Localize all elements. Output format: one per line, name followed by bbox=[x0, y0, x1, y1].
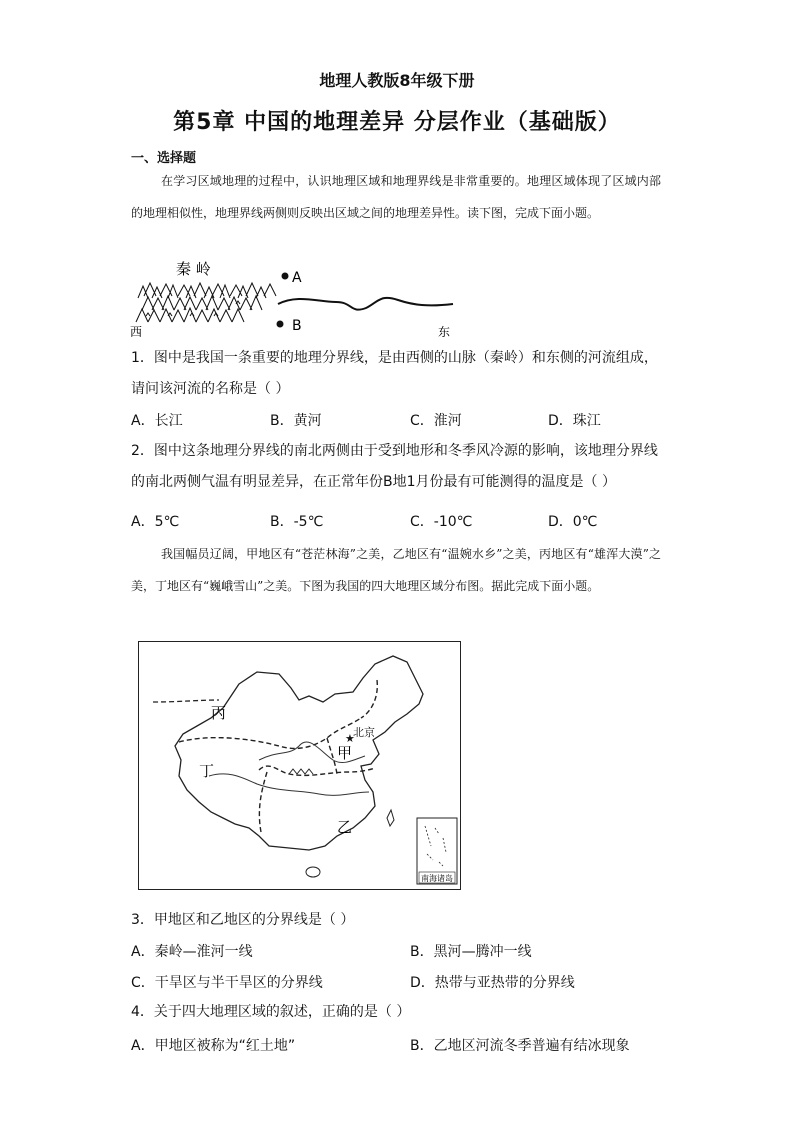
china-regions-map bbox=[138, 641, 461, 890]
region-label-jia: 甲 bbox=[337, 744, 353, 762]
intro-paragraph-2: 我国幅员辽阔，甲地区有“苍茫林海”之美，乙地区有“温婉水乡”之美，丙地区有“雄浑大漠”之美，丁地区有“巍峨雪山”之美。下图为我国的四大地理区域分布图。据此完成下面小题。 bbox=[131, 547, 661, 593]
q4-option-b[interactable]: B．乙地区河流冬季普遍有结冰现象 bbox=[410, 1038, 630, 1054]
qinling-figure bbox=[128, 252, 468, 340]
boundary-qinghai-tibet bbox=[259, 772, 267, 832]
question-1-stem-line2: 请问该河流的名称是（ ） bbox=[131, 381, 290, 397]
inset-caption: 南海诸岛 bbox=[421, 874, 453, 883]
question-3-stem: 3．甲地区和乙地区的分界线是（ ） bbox=[131, 912, 355, 928]
question-2 bbox=[131, 436, 671, 498]
hainan-island bbox=[306, 867, 320, 877]
east-label: 东 bbox=[438, 325, 451, 339]
boundary-northeast bbox=[361, 680, 377, 718]
question-2-stem-line2: 的南北两侧气温有明显差异，在正常年份B地1月份最有可能测得的温度是（ ） bbox=[131, 474, 616, 490]
mountain-icon bbox=[136, 283, 276, 322]
q3-option-a[interactable]: A．秦岭—淮河一线 bbox=[131, 944, 253, 960]
beijing-label: 北京 bbox=[353, 726, 375, 739]
document-title: 第5章 中国的地理差异 分层作业（基础版） bbox=[173, 110, 621, 135]
china-outline bbox=[175, 656, 423, 850]
point-b-marker bbox=[277, 321, 284, 328]
q1-option-a[interactable]: A．长江 bbox=[131, 413, 183, 429]
beijing-star-icon: ★ bbox=[345, 732, 355, 745]
huaihe-river-line bbox=[278, 298, 453, 310]
q4-option-a[interactable]: A．甲地区被称为“红土地” bbox=[131, 1038, 296, 1054]
q2-option-b[interactable]: B．-5℃ bbox=[270, 514, 324, 530]
west-label: 西 bbox=[130, 325, 143, 339]
taiwan-island bbox=[387, 810, 394, 826]
q3-option-b[interactable]: B．黑河—腾冲一线 bbox=[410, 944, 532, 960]
q3-option-c[interactable]: C．干旱区与半干旱区的分界线 bbox=[131, 975, 323, 991]
q1-option-b[interactable]: B．黄河 bbox=[270, 413, 322, 429]
yangtze-river bbox=[209, 774, 369, 796]
point-a-marker bbox=[282, 273, 289, 280]
document-subtitle: 地理人教版8年级下册 bbox=[319, 71, 475, 90]
question-1 bbox=[131, 343, 671, 405]
point-a-label: A bbox=[292, 270, 302, 286]
region-label-bing: 丙 bbox=[211, 704, 227, 722]
q1-option-d[interactable]: D．珠江 bbox=[548, 413, 601, 429]
q1-option-c[interactable]: C．淮河 bbox=[410, 413, 462, 429]
q2-option-a[interactable]: A．5℃ bbox=[131, 514, 180, 530]
q2-option-d[interactable]: D．0℃ bbox=[548, 514, 598, 530]
point-b-label: B bbox=[292, 318, 302, 334]
boundary-west bbox=[153, 700, 219, 702]
section-heading: 一、选择题 bbox=[131, 151, 197, 166]
question-1-stem-line1: 1．图中是我国一条重要的地理分界线，是由西侧的山脉（秦岭）和东侧的河流组成， bbox=[131, 350, 658, 366]
qinling-mountain-icon bbox=[289, 769, 313, 774]
q2-option-c[interactable]: C．-10℃ bbox=[410, 514, 473, 530]
mountain-label: 秦 岭 bbox=[176, 260, 211, 278]
q3-option-d[interactable]: D．热带与亚热带的分界线 bbox=[410, 975, 575, 991]
question-2-stem-line1: 2．图中这条地理分界线的南北两侧由于受到地形和冬季风冷源的影响，该地理分界线 bbox=[131, 443, 658, 459]
question-4-stem: 4．关于四大地理区域的叙述，正确的是（ ） bbox=[131, 1004, 411, 1020]
region-label-ding: 丁 bbox=[199, 762, 215, 780]
boundary-qinling-huaihe bbox=[259, 766, 375, 775]
region-label-yi: 乙 bbox=[337, 818, 353, 836]
intro-paragraph-1: 在学习区域地理的过程中，认识地理区域和地理界线是非常重要的。地理区域体现了区域内部的地理相似性，地理界线两侧则反映出区域之间的地理差异性。读下图，完成下面小题。 bbox=[131, 174, 661, 220]
boundary-north bbox=[179, 718, 361, 748]
